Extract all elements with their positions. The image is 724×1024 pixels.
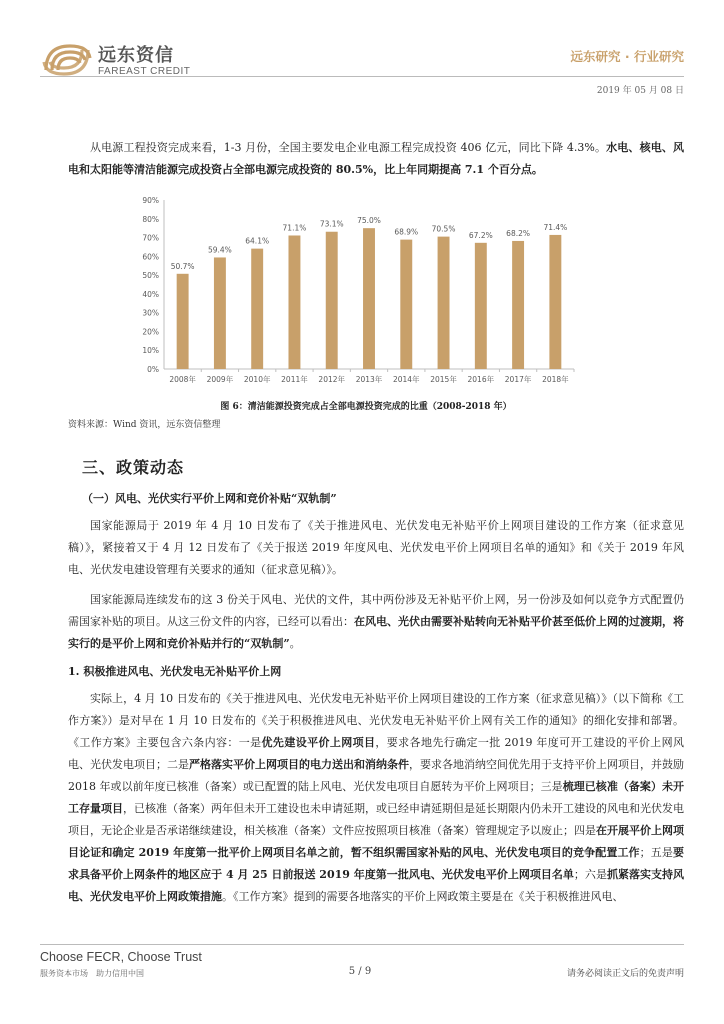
footer-subslogan: 服务资本市场 助力信用中国: [40, 969, 144, 978]
header-divider: [40, 76, 684, 77]
y-tick-label: 0%: [147, 365, 159, 374]
policy-text: ，要求各地消纳空间优先用于支持平价上网项目，并鼓励 2018 年或以前年度已核准（备案）或已配置的陆上风电、光伏发电项目自愿转为平价上网项目；三是: [68, 758, 684, 793]
policy-paragraph-1: 国家能源局于 2019 年 4 月 10 日发布了《关于推进风电、光伏发电无补贴平价上网项目建设的工作方案（征求意见稿）》，紧接着又于 4 月 12 日发布了《关于报送 2019 年度风电、光伏发电平价上网项目名单的通知》和《关于 2019 年风电、光伏发电建设管理有关要求的通知（征求意见稿）》。: [68, 519, 684, 576]
data-label: 71.4%: [543, 222, 568, 232]
y-tick-label: 60%: [142, 252, 159, 262]
x-tick-label: 2009年: [206, 375, 234, 384]
policy-highlight: 优先建设平价上网项目: [261, 736, 376, 749]
policy-text: ；六是: [573, 868, 607, 881]
policy-paragraph-2-end: 。: [289, 637, 301, 650]
policy-text: 实际上，4 月 10 日发布的《关于推进风电、光伏发电无补贴平价上网项目建设的工作方案（征求意见稿）》（以下简称《工作方案》）是对早在 1 月 10 日发布的《关于积极推进风电、光伏发电无补贴平价上网有关工作的通知》的细化安排和部署。《工作方案》主要包含六条内容：一是: [68, 692, 684, 749]
policy-paragraph-3: [68, 688, 684, 908]
policy-text: ；五是: [639, 846, 673, 859]
data-label: 75.0%: [357, 216, 381, 226]
data-label: 70.5%: [431, 224, 456, 234]
policy-highlight: 在开展平价上网项目论证和确定 2019 年度第一批平价上网项目名单之前，暂不组织需国家补贴的风电、光伏发电项目的竞争配置工作: [68, 824, 684, 859]
y-tick-label: 80%: [142, 214, 159, 224]
data-label: 68.9%: [394, 227, 419, 237]
bar: [400, 240, 412, 369]
policy-paragraph-2-text: 国家能源局连续发布的这 3 份关于风电、光伏的文件，其中两份涉及无补贴平价上网，另一份涉及如何以竞争方式配置仍需国家补贴的项目。从这三份文件的内容，已经可以看出：: [68, 593, 684, 628]
data-label: 68.2%: [506, 228, 531, 238]
x-tick-label: 2016年: [467, 375, 495, 384]
subsubsection-heading: 1. 积极推进风电、光伏发电无补贴平价上网: [68, 665, 282, 678]
policy-highlight: 梳理已核准（备案）未开工存量项目: [68, 780, 685, 815]
data-label: 67.2%: [468, 230, 493, 240]
x-tick-label: 2012年: [318, 375, 346, 384]
report-date: 2019 年 05 月 08 日: [596, 86, 684, 96]
bar: [475, 243, 487, 369]
y-tick-label: 90%: [142, 196, 159, 205]
chart-caption: 图 6：清洁能源投资完成占全部电源投资完成的比重（2008-2018 年）: [220, 402, 512, 412]
y-tick-label: 20%: [142, 327, 159, 337]
data-label: 73.1%: [319, 219, 344, 229]
footer-divider: [40, 944, 684, 945]
data-label: 64.1%: [245, 236, 270, 246]
investment-paragraph: [68, 137, 684, 181]
policy-highlight: 要求具备平价上网条件的地区应于 4 月 25 日前报送 2019 年度第一批风电、光伏发电平价上网项目名单: [68, 846, 684, 881]
bar: [326, 232, 338, 369]
y-tick-label: 40%: [142, 289, 159, 299]
policy-paragraph-2: [68, 589, 684, 655]
bar: [177, 274, 189, 369]
policy-text: ，要求各地先行确定一批 2019 年度可开工建设的平价上网风电、光伏发电项目；二是: [68, 736, 685, 771]
footer-slogan: Choose FECR, Choose Trust: [40, 950, 202, 964]
policy-highlight: 严格落实平价上网项目的电力送出和消纳条件: [189, 758, 409, 771]
y-tick-label: 50%: [142, 271, 159, 281]
subsection-heading: （一）风电、光伏实行平价上网和竞价补贴“双轨制”: [82, 492, 337, 505]
policy-text: 。《工作方案》提到的需要各地落实的平价上网政策主要是在《关于积极推进风电、: [222, 890, 624, 903]
bar: [251, 249, 263, 369]
x-tick-label: 2017年: [504, 375, 532, 384]
x-tick-label: 2013年: [355, 375, 383, 384]
bar: [512, 241, 524, 369]
bar: [438, 237, 450, 369]
section-heading: 三、政策动态: [82, 458, 185, 477]
report-section-label: 远东研究 · 行业研究: [570, 49, 684, 64]
investment-highlight: 水电、核电、风电和太阳能等清洁能源完成投资占全部电源完成投资的 80.5%，比上年同期提高 7.1 个百分点。: [68, 141, 685, 176]
logo-name-en: FAREAST CREDIT: [98, 66, 191, 77]
x-tick-label: 2018年: [542, 375, 569, 384]
policy-paragraph-2-highlight: 在风电、光伏由需要补贴转向无补贴平价甚至低价上网的过渡期，将实行的是平价上网和竞价补贴并行的“双轨制”: [68, 615, 684, 650]
y-tick-label: 70%: [142, 233, 159, 243]
bar: [549, 235, 561, 369]
x-tick-label: 2008年: [169, 375, 196, 384]
policy-text: ，已核准（备案）两年但未开工建设也未申请延期，或已经申请延期但是延长期限内仍未开工建设的风电和光伏发电项目，无论企业是否承诺继续建设，相关核准（备案）文件应按照项目核准（备案）管理规定予以废止；四是: [68, 802, 684, 837]
x-tick-label: 2015年: [430, 375, 457, 384]
page-number: 5 / 9: [348, 966, 372, 977]
clean-energy-share-chart: [140, 190, 580, 390]
x-tick-label: 2010年: [243, 375, 271, 384]
data-label: 59.4%: [207, 245, 232, 255]
x-tick-label: 2014年: [392, 375, 420, 384]
policy-highlight: 抓紧落实支持风电、光伏发电平价上网政策措施: [68, 868, 685, 903]
x-tick-label: 2011年: [281, 375, 308, 384]
bar: [288, 235, 300, 369]
logo-name-cn: 远东资信: [98, 45, 174, 66]
y-tick-label: 30%: [142, 308, 159, 318]
data-label: 50.7%: [170, 261, 195, 271]
y-tick-label: 10%: [142, 346, 159, 356]
bar: [214, 257, 226, 369]
investment-text: 从电源工程投资完成来看，1-3 月份，全国主要发电企业电源工程完成投资 406 亿元，同比下降 4.3%。: [90, 141, 607, 154]
data-label: 71.1%: [282, 223, 307, 233]
disclaimer-note: 请务必阅读正文后的免责声明: [566, 969, 684, 979]
logo-mark-icon: [40, 40, 94, 80]
chart-source: 资料来源：Wind 资讯，远东资信整理: [68, 420, 221, 430]
bar: [363, 228, 375, 369]
